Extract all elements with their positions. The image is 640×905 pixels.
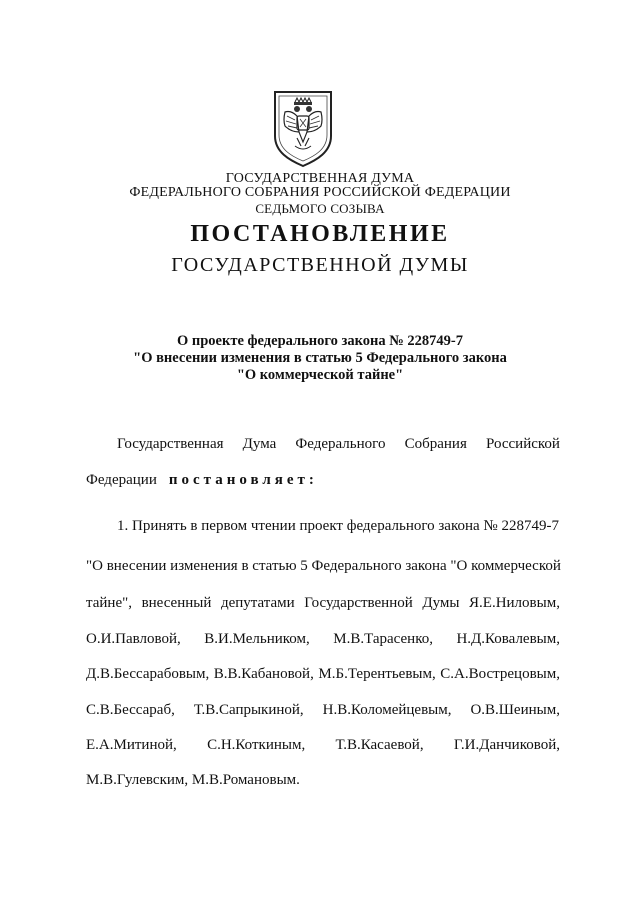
document-subtitle: ГОСУДАРСТВЕННОЙ ДУМЫ xyxy=(171,254,469,276)
preamble-word: Российской xyxy=(486,436,560,452)
preamble-word: Государственная xyxy=(117,436,224,452)
deputy-name: С.В.Бессараб, xyxy=(86,702,175,718)
deputy-name: Т.В.Касаевой, xyxy=(335,737,424,753)
preamble-line-1 xyxy=(117,436,560,453)
document-title: ПОСТАНОВЛЕНИЕ xyxy=(190,221,450,247)
paragraph-word: депутатами xyxy=(220,595,295,611)
paragraph-1-line-5 xyxy=(86,666,560,683)
deputy-name: О.И.Павловой, xyxy=(86,631,181,647)
subject-line-3: "О коммерческой тайне" xyxy=(236,367,404,383)
deputy-name: В.В.Кабановой, xyxy=(213,666,314,682)
paragraph-1-line-3 xyxy=(86,595,560,612)
paragraph-word: Думы xyxy=(422,595,460,611)
deputy-name: С.А.Вострецовым, xyxy=(440,666,560,682)
deputy-name: Д.В.Бессарабовым, xyxy=(86,666,210,682)
subject-line-1: О проекте федерального закона № 228749-7 xyxy=(176,333,464,349)
paragraph-word: внесенный xyxy=(141,595,212,611)
deputy-name: В.И.Мельником, xyxy=(204,631,310,647)
preamble-federation: Федерации xyxy=(86,472,157,488)
paragraph-1-line-4 xyxy=(86,631,560,648)
deputy-name: М.В.Тарасенко, xyxy=(333,631,433,647)
deputy-name: М.Б.Терентьевым, xyxy=(318,666,436,682)
deputy-name: Н.Д.Ковалевым, xyxy=(456,631,560,647)
deputy-name: О.В.Шеиным, xyxy=(470,702,560,718)
paragraph-1-line-6 xyxy=(86,702,560,719)
org-line-3: СЕДЬМОГО СОЗЫВА xyxy=(255,201,385,216)
paragraph-1-line-2: "О внесении изменения в статью 5 Федерального закона "О коммерческой xyxy=(86,558,561,574)
deputy-name: С.Н.Коткиным, xyxy=(207,737,306,753)
deputy-name: Е.А.Митиной, xyxy=(86,737,177,753)
decree-word: постановляет: xyxy=(168,472,318,488)
deputy-name: Н.В.Коломейцевым, xyxy=(322,702,452,718)
preamble-line-2 xyxy=(86,472,560,489)
paragraph-1-line-8: М.В.Гулевским, М.В.Романовым. xyxy=(86,772,300,788)
preamble-word: Собрания xyxy=(404,436,467,452)
deputy-name: Г.И.Данчиковой, xyxy=(453,737,560,753)
org-line-1: ГОСУДАРСТВЕННАЯ ДУМА xyxy=(225,171,415,186)
paragraph-word: тайне", xyxy=(86,595,132,611)
preamble-word: Дума xyxy=(242,436,277,452)
paragraph-word: Я.Е.Ниловым, xyxy=(469,595,560,611)
paragraph-1-line-7 xyxy=(86,737,560,754)
paragraph-1-line-1: 1. Принять в первом чтении проект федерального закона № 228749-7 xyxy=(117,518,559,534)
subject-line-2: "О внесении изменения в статью 5 Федерального закона xyxy=(133,350,507,366)
state-emblem-icon xyxy=(271,88,335,168)
preamble-word: Федерального xyxy=(295,436,386,452)
org-line-2: ФЕДЕРАЛЬНОГО СОБРАНИЯ РОССИЙСКОЙ ФЕДЕРАЦИИ xyxy=(129,185,511,200)
paragraph-word: Государственной xyxy=(304,595,413,611)
deputy-name: Т.В.Сапрыкиной, xyxy=(193,702,304,718)
